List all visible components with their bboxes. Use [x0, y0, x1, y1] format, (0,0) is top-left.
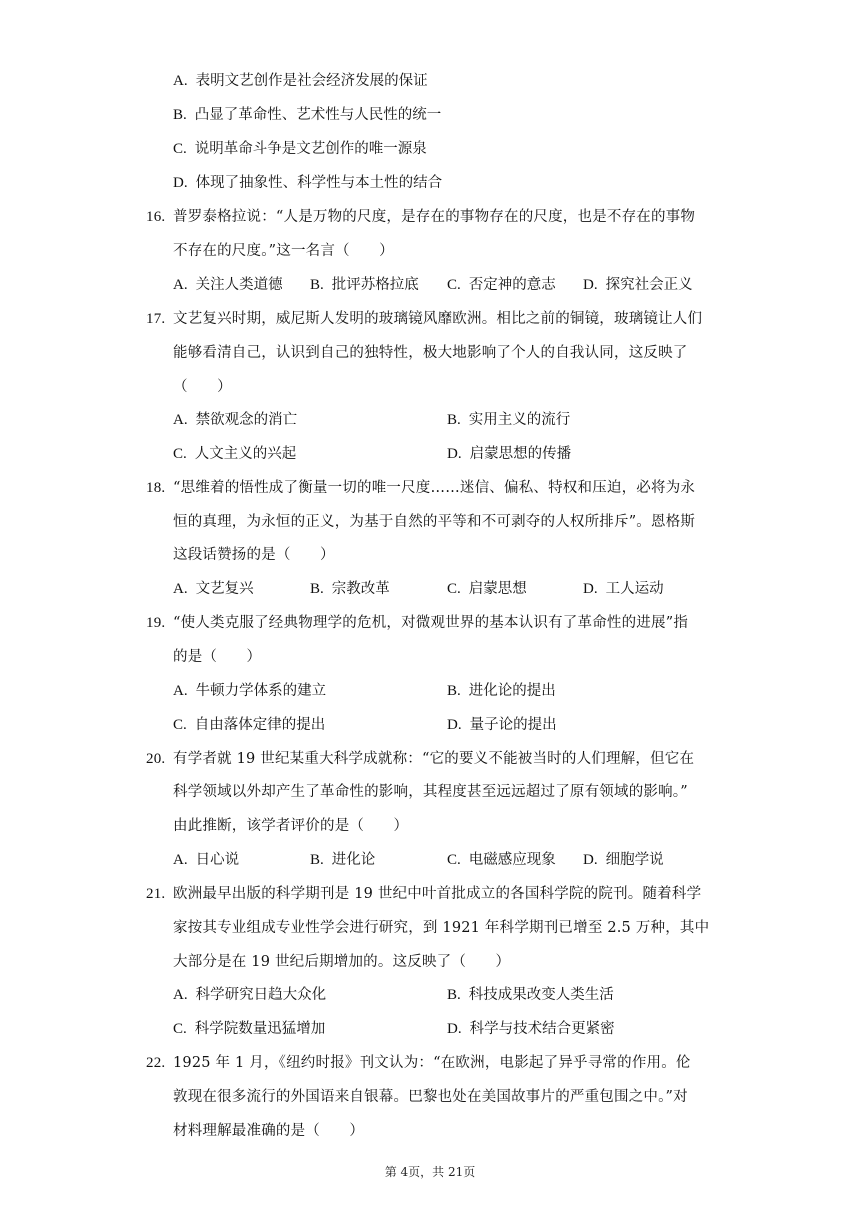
- option-letter: D.: [447, 1021, 462, 1037]
- question-text: 科学领域以外却产生了革命性的影响，其程度甚至远远超过了原有领域的影响。”: [173, 784, 688, 800]
- question-text: “思维着的悟性成了衡量一切的唯一尺度……迷信、偏私、特权和压迫，必将为永: [173, 480, 696, 496]
- option-letter: D.: [173, 175, 188, 191]
- option-c: [447, 850, 556, 870]
- question-text: 由此推断，该学者评价的是（ ）: [173, 818, 409, 834]
- option-text: 体现了抽象性、科学性与本土性的结合: [195, 175, 443, 191]
- option-text: 科技成果改变人类生活: [468, 987, 614, 1003]
- option-letter: A.: [173, 581, 188, 597]
- option-text: 禁欲观念的消亡: [195, 412, 298, 428]
- question-text: 不存在的尺度。”这一名言（ ）: [173, 243, 394, 259]
- option-letter: C.: [173, 446, 187, 462]
- option-c: [173, 139, 427, 159]
- option-text: 工人运动: [605, 581, 664, 597]
- option-letter: C.: [173, 141, 187, 157]
- option-letter: B.: [447, 412, 461, 428]
- option-d: [447, 715, 557, 735]
- option-letter: B.: [173, 107, 187, 123]
- option-text: 自由落体定律的提出: [194, 717, 326, 733]
- option-letter: B.: [447, 987, 461, 1003]
- option-text: 探究社会正义: [605, 277, 693, 293]
- option-letter: C.: [447, 277, 461, 293]
- question-text: 家按其专业组成专业性学会进行研究，到 1921 年科学期刊已增至 2.5 万种，其中: [173, 920, 710, 936]
- option-letter: D.: [583, 277, 598, 293]
- question-number: 16.: [146, 209, 166, 225]
- option-b: [447, 410, 570, 430]
- option-b: [447, 681, 556, 701]
- option-letter: C.: [173, 1021, 187, 1037]
- option-letter: A.: [173, 412, 188, 428]
- option-a: [173, 579, 254, 599]
- option-letter: B.: [310, 581, 324, 597]
- option-text: 科学与技术结合更紧密: [469, 1021, 615, 1037]
- option-text: 凸显了革命性、艺术性与人民性的统一: [194, 107, 442, 123]
- question-text: 敦现在很多流行的外国语来自银幕。巴黎也处在美国故事片的严重包围之中。”对: [173, 1089, 688, 1105]
- option-letter: C.: [173, 717, 187, 733]
- option-letter: B.: [310, 277, 324, 293]
- question-number: 21.: [146, 886, 166, 902]
- option-text: 电磁感应现象: [468, 852, 556, 868]
- option-b: [310, 579, 390, 599]
- option-b: [447, 985, 614, 1005]
- option-c: [173, 444, 296, 464]
- question-text: 文艺复兴时期，威尼斯人发明的玻璃镜风靡欧洲。相比之前的铜镜，玻璃镜让人们: [173, 311, 703, 327]
- option-text: 文艺复兴: [195, 581, 254, 597]
- option-letter: B.: [310, 852, 324, 868]
- option-text: 牛顿力学体系的建立: [195, 683, 327, 699]
- option-letter: A.: [173, 683, 188, 699]
- option-letter: A.: [173, 277, 188, 293]
- option-text: 批评苏格拉底: [331, 277, 419, 293]
- option-letter: B.: [447, 683, 461, 699]
- option-a: [173, 275, 283, 295]
- option-text: 关注人类道德: [195, 277, 283, 293]
- option-a: [173, 850, 239, 870]
- option-text: 表明文艺创作是社会经济发展的保证: [195, 73, 428, 89]
- question-text: 这段话赞扬的是（ ）: [173, 547, 335, 563]
- option-d: [447, 444, 571, 464]
- option-letter: D.: [583, 852, 598, 868]
- option-c: [447, 275, 556, 295]
- option-text: 细胞学说: [605, 852, 664, 868]
- question-number: 20.: [146, 751, 166, 767]
- option-a: [173, 410, 297, 430]
- option-letter: A.: [173, 987, 188, 1003]
- option-a: [173, 71, 428, 91]
- question-number: 22.: [146, 1055, 166, 1071]
- question-text: 的是（ ）: [173, 649, 262, 665]
- question-number: 17.: [146, 311, 166, 327]
- option-text: 启蒙思想的传播: [469, 446, 572, 462]
- option-letter: D.: [447, 446, 462, 462]
- option-c: [173, 715, 325, 735]
- option-text: 宗教改革: [331, 581, 390, 597]
- option-d: [447, 1019, 615, 1039]
- question-text: 普罗泰格拉说：“人是万物的尺度，是存在的事物存在的尺度，也是不存在的事物: [173, 209, 696, 225]
- question-text: 大部分是在 19 世纪后期增加的。这反映了（ ）: [173, 954, 511, 970]
- question-text: 材料理解最准确的是（ ）: [173, 1123, 365, 1139]
- question-text: 能够看清自己，认识到自己的独特性，极大地影响了个人的自我认同，这反映了: [173, 345, 688, 361]
- option-d: [583, 275, 693, 295]
- option-text: 启蒙思想: [468, 581, 527, 597]
- option-text: 实用主义的流行: [468, 412, 571, 428]
- option-c: [447, 579, 527, 599]
- option-letter: C.: [447, 581, 461, 597]
- question-number: 19.: [146, 615, 166, 631]
- option-letter: A.: [173, 73, 188, 89]
- page-footer: 第 4页，共 21页: [384, 1165, 476, 1179]
- option-b: [310, 275, 419, 295]
- option-text: 科学院数量迅猛增加: [194, 1021, 326, 1037]
- question-text: 1925 年 1 月，《纽约时报》刊文认为：“在欧洲，电影起了异乎寻常的作用。伦: [173, 1055, 691, 1071]
- question-number: 18.: [146, 480, 166, 496]
- option-text: 否定神的意志: [468, 277, 556, 293]
- option-text: 人文主义的兴起: [194, 446, 297, 462]
- option-c: [173, 1019, 325, 1039]
- option-b: [173, 105, 441, 125]
- question-text: 有学者就 19 世纪某重大科学成就称：“它的要义不能被当时的人们理解，但它在: [173, 751, 695, 767]
- option-letter: C.: [447, 852, 461, 868]
- option-d: [173, 173, 442, 193]
- option-text: 科学研究日趋大众化: [195, 987, 327, 1003]
- question-text: 恒的真理，为永恒的正义，为基于自然的平等和不可剥夺的人权所排斥”。恩格斯: [173, 514, 696, 530]
- option-text: 日心说: [195, 852, 240, 868]
- question-text: “使人类克服了经典物理学的危机，对微观世界的基本认识有了革命性的进展”指: [173, 615, 689, 631]
- option-text: 进化论: [331, 852, 376, 868]
- option-text: 进化论的提出: [468, 683, 556, 699]
- option-letter: A.: [173, 852, 188, 868]
- option-letter: D.: [583, 581, 598, 597]
- option-a: [173, 681, 326, 701]
- option-a: [173, 985, 326, 1005]
- option-d: [583, 579, 664, 599]
- option-d: [583, 850, 664, 870]
- option-b: [310, 850, 375, 870]
- option-text: 说明革命斗争是文艺创作的唯一源泉: [194, 141, 427, 157]
- option-letter: D.: [447, 717, 462, 733]
- option-text: 量子论的提出: [469, 717, 557, 733]
- question-text: （ ）: [173, 379, 232, 395]
- question-text: 欧洲最早出版的科学期刊是 19 世纪中叶首批成立的各国科学院的院刊。随着科学: [173, 886, 702, 902]
